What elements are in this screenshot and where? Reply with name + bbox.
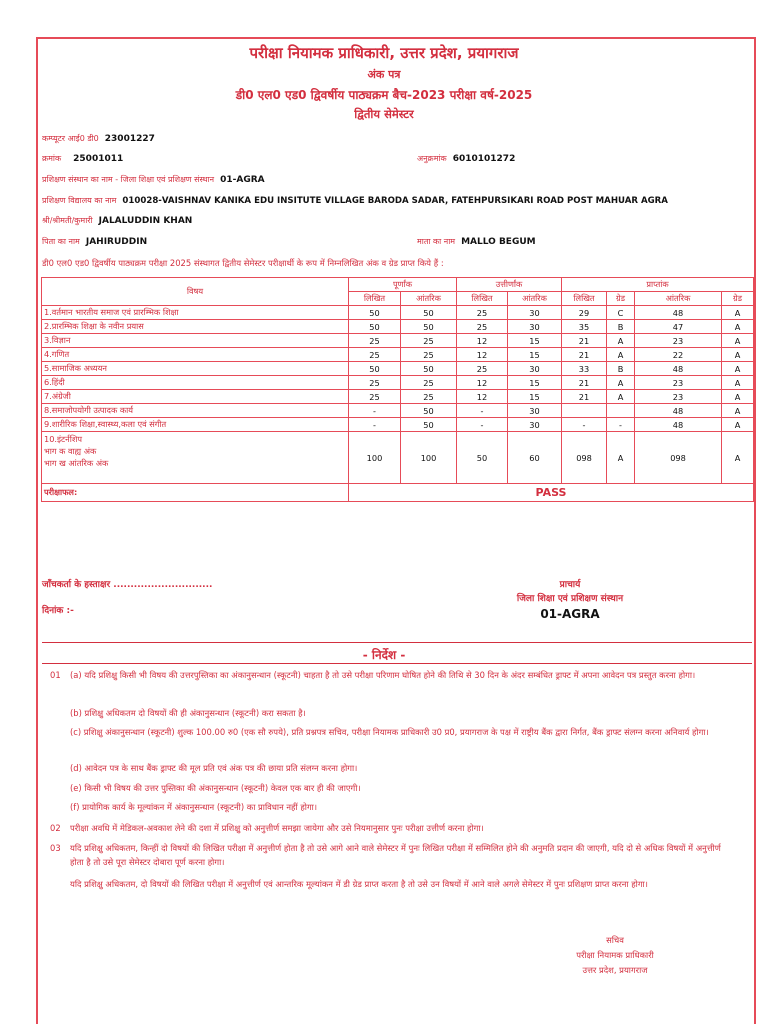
name-row xyxy=(42,215,192,226)
obtained-written: 33 xyxy=(562,362,607,376)
obtained-internal: 48 xyxy=(635,362,722,376)
mother-row xyxy=(417,236,536,247)
subject-cell: 3.विज्ञान xyxy=(42,334,349,348)
obtained-written xyxy=(562,404,607,418)
institute-value: 01-AGRA xyxy=(220,175,265,185)
course-title: डी0 एल0 एड0 द्विवर्षीय पाठ्यक्रम बैच-2023 परीक्षा वर्ष-2025 xyxy=(235,88,533,102)
pass-internal: 30 xyxy=(508,404,562,418)
semester-title: द्वितीय सेमेस्टर xyxy=(354,107,414,121)
obtained-written: 21 xyxy=(562,390,607,404)
computer-id-row xyxy=(42,133,155,144)
pass-written: 12 xyxy=(457,390,508,404)
pass-internal: 30 xyxy=(508,362,562,376)
obtained-written-grade: A xyxy=(607,390,635,404)
college-value: 010028-VAISHNAV KANIKA EDU INSITUTE VILLAGE BARODA SADAR, FATEHPURSIKARI ROAD POST MAHUAR AGRA xyxy=(122,196,668,206)
college-row xyxy=(42,195,668,206)
table-row xyxy=(42,348,754,362)
col-internal: आंतरिक xyxy=(401,292,457,306)
obtained-internal-grade: A xyxy=(722,432,754,484)
result-row xyxy=(42,484,754,502)
subject-cell: 4.गणित xyxy=(42,348,349,362)
full-internal: 50 xyxy=(401,418,457,432)
obtained-written-grade: B xyxy=(607,320,635,334)
serial-row xyxy=(42,153,123,164)
obtained-written: 098 xyxy=(562,432,607,484)
full-written: 25 xyxy=(349,376,401,390)
computer-id-label: कम्प्यूटर आई0 डी0 xyxy=(42,134,99,143)
obtained-written-grade xyxy=(607,404,635,418)
instruction-number: 01 xyxy=(50,670,61,680)
pass-internal: 30 xyxy=(508,306,562,320)
full-written: 50 xyxy=(349,306,401,320)
internship-line3: भाग ख आंतरिक अंक xyxy=(44,458,109,468)
checker-signature: जाँचकर्ता के हस्ताक्षर ............................. xyxy=(42,580,213,590)
table-row xyxy=(42,404,754,418)
col-written: लिखित xyxy=(457,292,508,306)
divider xyxy=(42,642,752,643)
instruction-3b: यदि प्रशिक्षु अधिकतम, दो विषयों की लिखित परीक्षा में अनुत्तीर्ण एवं आन्तरिक मूल्यांकन में डी ग्रेड प्राप्त करता है तो उसे उन विषयों में आने वाले अगले सेमेस्टर में पुनः प्रशिक्षण प्राप्त करना होगा। xyxy=(70,879,648,889)
obtained-internal: 098 xyxy=(635,432,722,484)
name-value: JALALUDDIN KHAN xyxy=(98,216,193,226)
obtained-internal-grade: A xyxy=(722,376,754,390)
roll-row xyxy=(417,153,515,164)
pass-internal: 60 xyxy=(508,432,562,484)
internship-line1: 10.इंटर्नशिप xyxy=(44,434,83,444)
col-grade: ग्रेड xyxy=(722,292,754,306)
obtained-written-grade: A xyxy=(607,348,635,362)
full-written: 25 xyxy=(349,348,401,362)
full-written: 100 xyxy=(349,432,401,484)
instruction-1e: (e) किसी भी विषय की उत्तर पुस्तिका की अंकानुसन्धान (स्कूटनी) केवल एक बार ही की जाएगी। xyxy=(70,783,361,793)
roll-value: 6010101272 xyxy=(452,154,516,164)
pass-written: 25 xyxy=(457,306,508,320)
pass-written: 12 xyxy=(457,376,508,390)
subject-cell: 7.अंग्रेजी xyxy=(42,390,349,404)
obtained-internal-grade: A xyxy=(722,334,754,348)
full-internal: 50 xyxy=(401,404,457,418)
col-internal: आंतरिक xyxy=(508,292,562,306)
full-written: - xyxy=(349,404,401,418)
instruction-1a: (a) यदि प्रशिक्षु किसी भी विषय की उत्तरपुस्तिका का अंकानुसन्धान (स्कूटनी) चाहता है तो उसे परीक्षा परिणाम घोषित होने की तिथि से 30 दिन के अंदर सम्बंधित ड्राफ्ट में अपना आवेदन पत्र प्रस्तुत करना होगा। xyxy=(70,670,696,680)
obtained-written-grade: C xyxy=(607,306,635,320)
full-internal: 25 xyxy=(401,348,457,362)
principal-label: प्राचार्य xyxy=(559,580,581,590)
obtained-internal-grade: A xyxy=(722,404,754,418)
institute-label: प्रशिक्षण संस्थान का नाम - जिला शिक्षा एवं प्रशिक्षण संस्थान xyxy=(42,175,215,184)
obtained-written: 21 xyxy=(562,348,607,362)
pass-written: 12 xyxy=(457,334,508,348)
authority-title: परीक्षा नियामक प्राधिकारी, उत्तर प्रदेश, प्रयागराज xyxy=(249,44,519,62)
obtained-internal: 47 xyxy=(635,320,722,334)
table-row xyxy=(42,390,754,404)
obtained-written: 21 xyxy=(562,376,607,390)
date-label: दिनांक :- xyxy=(42,606,74,616)
internship-line2: भाग क वाह्य अंक xyxy=(44,446,97,456)
secretary-title: सचिव xyxy=(606,935,624,945)
subject-cell: 8.समाजोपयोगी उत्पादक कार्य xyxy=(42,404,349,418)
full-written: 25 xyxy=(349,334,401,348)
college-label: प्रशिक्षण विद्यालय का नाम xyxy=(42,196,117,205)
instruction-number: 03 xyxy=(50,843,61,853)
pass-written: 12 xyxy=(457,348,508,362)
col-internal: आंतरिक xyxy=(635,292,722,306)
col-grade: ग्रेड xyxy=(607,292,635,306)
obtained-written-grade: - xyxy=(607,418,635,432)
pass-internal: 30 xyxy=(508,418,562,432)
obtained-internal: 48 xyxy=(635,418,722,432)
obtained-internal: 22 xyxy=(635,348,722,362)
subject-cell: 6.हिंदी xyxy=(42,376,349,390)
obtained-internal: 23 xyxy=(635,390,722,404)
full-written: 50 xyxy=(349,320,401,334)
doc-title: अंक पत्र xyxy=(367,68,401,81)
obtained-written-grade: A xyxy=(607,376,635,390)
full-internal: 25 xyxy=(401,334,457,348)
subject-cell: 5.सामाजिक अध्ययन xyxy=(42,362,349,376)
result-intro: डी0 एल0 एड0 द्विवर्षीय पाठ्यक्रम परीक्षा 2025 संस्थागत द्वितीय सेमेस्टर परीक्षार्थी के रूप में निम्नलिखित अंक व ग्रेड प्राप्त किये हैं : xyxy=(42,258,444,268)
pass-written: - xyxy=(457,404,508,418)
institute-row xyxy=(42,174,265,185)
subject-cell xyxy=(42,432,349,484)
obtained-internal-grade: A xyxy=(722,390,754,404)
obtained-internal: 23 xyxy=(635,334,722,348)
table-row xyxy=(42,418,754,432)
secretary-state: उत्तर प्रदेश, प्रयागराज xyxy=(582,965,648,975)
obtained-written: 35 xyxy=(562,320,607,334)
pass-written: 25 xyxy=(457,362,508,376)
obtained-internal-grade: A xyxy=(722,306,754,320)
full-internal: 50 xyxy=(401,306,457,320)
mother-label: माता का नाम xyxy=(417,237,456,246)
obtained-written: 29 xyxy=(562,306,607,320)
divider xyxy=(42,663,752,664)
name-label: श्री/श्रीमती/कुमारी xyxy=(42,216,93,225)
full-internal: 25 xyxy=(401,390,457,404)
table-row xyxy=(42,320,754,334)
page-border xyxy=(36,37,756,1024)
instruction-1f: (f) प्रायोगिक कार्य के मूल्यांकन में अंकानुसन्धान (स्कूटनी) का प्राविधान नहीं होगा। xyxy=(70,802,318,812)
obtained-written: 21 xyxy=(562,334,607,348)
pass-written: - xyxy=(457,418,508,432)
instruction-2: परीक्षा अवधि में मेडिकल-अवकाश लेने की दशा में प्रशिक्षु को अनुत्तीर्ण समझा जायेगा और उसे नियमानुसार पुनः परीक्षा उत्तीर्ण करना होगा। xyxy=(70,823,484,833)
principal-institute: जिला शिक्षा एवं प्रशिक्षण संस्थान xyxy=(516,594,624,604)
full-written: 25 xyxy=(349,390,401,404)
obtained-marks-header: प्राप्तांक xyxy=(562,278,754,292)
pass-internal: 15 xyxy=(508,390,562,404)
table-row xyxy=(42,306,754,320)
instructions-title: - निर्देश - xyxy=(362,648,406,662)
subject-cell: 9.शारीरिक शिक्षा,स्वास्थ्य,कला एवं संगीत xyxy=(42,418,349,432)
obtained-written: - xyxy=(562,418,607,432)
full-internal: 25 xyxy=(401,376,457,390)
pass-internal: 15 xyxy=(508,376,562,390)
obtained-written-grade: B xyxy=(607,362,635,376)
table-row xyxy=(42,362,754,376)
obtained-internal: 48 xyxy=(635,404,722,418)
pass-internal: 15 xyxy=(508,348,562,362)
obtained-written-grade: A xyxy=(607,432,635,484)
instruction-1b: (b) प्रशिक्षु अधिकतम दो विषयों की ही अंकानुसन्धान (स्कूटनी) करा सकता है। xyxy=(70,708,306,718)
pass-written: 25 xyxy=(457,320,508,334)
instruction-1d: (d) आवेदन पत्र के साथ बैंक ड्राफ्ट की मूल प्रति एवं अंक पत्र की छाया प्रति संलग्न करना होगा। xyxy=(70,763,358,773)
obtained-internal-grade: A xyxy=(722,320,754,334)
col-written: लिखित xyxy=(349,292,401,306)
table-row xyxy=(42,334,754,348)
mother-value: MALLO BEGUM xyxy=(461,237,536,247)
secretary-authority: परीक्षा नियामक प्राधिकारी xyxy=(576,950,654,960)
table-row xyxy=(42,432,754,484)
pass-internal: 30 xyxy=(508,320,562,334)
table-row xyxy=(42,376,754,390)
instruction-1c: (c) प्रशिक्षु अंकानुसन्धान (स्कूटनी) शुल्क 100.00 रु0 (एक सौ रुपये), प्रति प्रश्नपत्र सचिव, परीक्षा नियामक प्राधिकारी उ0 प्र0, प्रयागराज के पक्ष में राष्ट्रीय बैंक द्वारा निर्गत, बैंक ड्राफ्ट संलग्न करना अनिवार्य होगा। xyxy=(70,727,709,737)
subject-cell: 2.प्रारम्भिक शिक्षा के नवीन प्रयास xyxy=(42,320,349,334)
father-row xyxy=(42,236,147,247)
obtained-internal: 48 xyxy=(635,306,722,320)
computer-id-value: 23001227 xyxy=(104,134,155,144)
father-label: पिता का नाम xyxy=(42,237,80,246)
result-label: परीक्षाफल: xyxy=(42,484,349,502)
father-value: JAHIRUDDIN xyxy=(85,237,148,247)
full-written: - xyxy=(349,418,401,432)
obtained-written-grade: A xyxy=(607,334,635,348)
serial-value: 25001011 xyxy=(73,154,124,164)
result-value: PASS xyxy=(349,484,754,502)
subject-header: विषय xyxy=(42,278,349,306)
pass-internal: 15 xyxy=(508,334,562,348)
full-internal: 50 xyxy=(401,362,457,376)
obtained-internal: 23 xyxy=(635,376,722,390)
obtained-internal-grade: A xyxy=(722,418,754,432)
full-internal: 100 xyxy=(401,432,457,484)
full-internal: 50 xyxy=(401,320,457,334)
principal-code: 01-AGRA xyxy=(540,607,600,621)
full-marks-header: पूर्णांक xyxy=(349,278,457,292)
full-written: 50 xyxy=(349,362,401,376)
obtained-internal-grade: A xyxy=(722,362,754,376)
marks-table xyxy=(41,277,754,502)
col-written: लिखित xyxy=(562,292,607,306)
roll-label: अनुक्रमांक xyxy=(417,154,447,163)
instruction-3a: यदि प्रशिक्षु अधिकतम, किन्हीं दो विषयों की लिखित परीक्षा में अनुत्तीर्ण होता है तो उसे आगे आने वाले सेमेस्टर में पुनः लिखित परीक्षा में सम्मिलित होने की अनुमति प्रदान की जाएगी, यदि दो से अधिक विषयों में अनुत्तीर्ण होता है तो उसे पूरा सेमेस्टर दोबारा पूर्ण करना होगा। xyxy=(70,843,721,867)
subject-cell: 1.वर्तमान भारतीय समाज एवं प्रारम्भिक शिक्षा xyxy=(42,306,349,320)
instruction-number: 02 xyxy=(50,823,61,833)
serial-label: क्रमांक xyxy=(42,154,62,163)
pass-written: 50 xyxy=(457,432,508,484)
obtained-internal-grade: A xyxy=(722,348,754,362)
pass-marks-header: उत्तीर्णांक xyxy=(457,278,562,292)
